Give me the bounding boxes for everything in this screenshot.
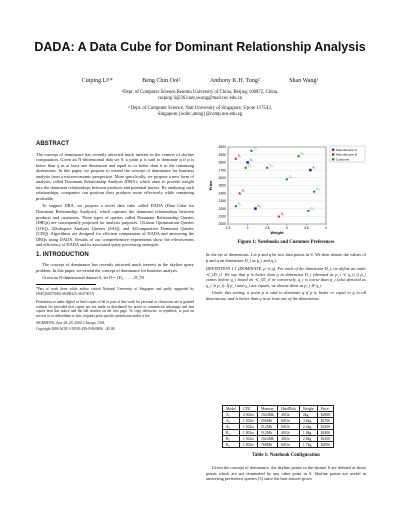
table-cell: 1.5Ghz (239, 424, 257, 430)
footnote: *Part of work done while author visited National University of Singapore and partly supported by NSFC(60473069, 60496325, 60273017) (36, 287, 194, 296)
x-tick-label: 2.5 (264, 226, 270, 230)
table-cell: 1.8Ghz (239, 442, 257, 448)
table-cell: $2400 (317, 430, 334, 436)
author: Anthony K.H. Tung² (209, 78, 260, 84)
table-cell: 40Gb (278, 430, 300, 436)
copyright: Copyright 2006 ACM 1-59593-256-9/06/0006 ...$5.00. (36, 327, 116, 332)
left-column (36, 142, 194, 334)
table-cell: A₂ (223, 418, 240, 424)
footnote-rule (36, 284, 96, 285)
data-point (254, 207, 257, 210)
point-label: C₅ (288, 174, 293, 179)
table-header: Memory (258, 406, 278, 412)
author-list (0, 78, 400, 84)
x-tick-label: 1.5 (225, 226, 231, 230)
y-tick-label: 2400 (218, 191, 226, 196)
point-label: B₂ (280, 211, 285, 216)
author: Cuiping Li¹* (81, 78, 113, 84)
data-point (286, 178, 288, 180)
point-label: A₁ (249, 157, 253, 162)
y-tick-label: 2100 (218, 214, 226, 219)
table-cell: $2200 (317, 424, 334, 430)
table-cell: $2800 (317, 412, 334, 418)
definition-note: Under this setting, a point p is said to dominate q if p is better or equal to q in all dimensions, and is better than q in at least one of the dimensions. (206, 290, 366, 301)
affiliation-email: cuiping li@263.net,swang@mail.ruc.edu.cn (157, 96, 243, 101)
venue: SIGMOD'06, June 26–29, 2006, Chicago, USA. (36, 320, 105, 325)
figure-caption: Figure 1: Notebooks and Customer Preferences (237, 240, 335, 245)
author: Beng Chin Ooi² (142, 78, 181, 84)
table-cell: 40Gb (278, 412, 300, 418)
point-label: C₄ (300, 151, 305, 156)
table-cell: 2kg (299, 412, 317, 418)
intro-paragraph: The concept of dominance has recently attracted much interest in the skyline query problem. In this paper, we extend the concept of dominance for business analysis. (36, 262, 194, 273)
x-tick-label: 2 (246, 226, 249, 230)
y-tick-label: 2200 (218, 206, 226, 211)
y-tick-label: 2600 (218, 176, 226, 180)
point-label: A₃ (257, 204, 261, 209)
table-cell: 1024Mb (258, 412, 278, 418)
y-tick-label: 2700 (218, 168, 226, 173)
table-header: CPU (239, 406, 257, 412)
table-cell: 2.0Ghz (239, 412, 257, 418)
data-point (250, 150, 252, 152)
table-header: HardDisk (278, 406, 300, 412)
abstract-paragraph: To support DRA, we propose a novel data cube called DADA (Data Cube for Dominant Relationship Analysis), which captures the dominant relationships between products and customers. Three types of queries called Dominant Relationship Queries (DRQs) are consequently proposed for analysis purposes: 1)Linear Optimization Queries (LOQ), 2)Subspace Analysis Queries (SAQ), and 3)Comparative Dominant Queries (CDQ). Algorithms are designed for efficient computation of DADA and answering the DRQs using DADA. Results of our comprehensive experiments show the effectiveness and efficiency of DADA and its associated query processing strategies. (36, 203, 194, 248)
section-heading: 1. INTRODUCTION (36, 251, 89, 258)
data-point (235, 205, 237, 207)
abstract-paragraph: The concept of dominance has recently attracted much interest in the context of skyline computation. Given an N-dimensional data set S, a point p is said to dominate q if p is better than q in at least one dimension and equal to or better than it in the remaining dimensions. In this paper, we propose to extend the concept of dominance for business analysis from a microeconomic perspective. More specifically, we propose a new form of analysis, called Dominant Relationship Analysis (DRA), which aims to provide insight into the dominant relationships between products and potential buyers. By analyzing such relationships, companies can position their products more effectively while remaining profitable. (36, 151, 194, 201)
table-row (223, 442, 334, 448)
table-cell: B₃ (223, 442, 240, 448)
bottom-paragraph (206, 465, 366, 484)
table-cell: B₁ (223, 430, 240, 436)
table-cell: A₁ (223, 412, 240, 418)
table-cell: B₂ (223, 436, 240, 442)
table-cell: $2100 (317, 436, 334, 442)
author: Shan Wang¹ (289, 78, 319, 84)
table-cell: 40Gb (278, 436, 300, 442)
table-cell: 512Mb (258, 430, 278, 436)
body-paragraph: be the set of dimensions. Let p and q be two data points in S. We then denote the values of p and q on dimension D_i as p_i and q_i. (206, 252, 366, 263)
point-label: C₇ (237, 201, 242, 206)
point-label: B₃ (237, 154, 242, 159)
right-column (206, 252, 366, 303)
table-cell: 1024Mb (258, 436, 278, 442)
legend-entry: Manufacturer A (336, 147, 357, 152)
table-cell: $2700 (317, 418, 334, 424)
table-cell: 60Gb (278, 424, 300, 430)
table-cell: 768Mb (258, 442, 278, 448)
table-cell: 60Gb (278, 418, 300, 424)
x-tick-label: 4 (325, 226, 327, 230)
table-cell: A₃ (223, 424, 240, 430)
table-header: Price (317, 406, 334, 412)
y-tick-label: 2900 (218, 152, 226, 157)
point-label: A₂ (312, 165, 316, 170)
table-cell: 2.8kg (299, 436, 317, 442)
data-point (307, 210, 309, 212)
y-tick-label: 2000 (218, 222, 226, 227)
y-tick-label: 2800 (218, 160, 226, 165)
table-cell: 1.8Ghz (239, 430, 257, 436)
data-point (244, 167, 246, 169)
paper-title: DADA: A Data Cube for Dominant Relationship Analysis (34, 40, 366, 54)
definition: DEFINITION 1.1 (DOMINATE, p ≺ q). For each of the dimension D_i, we define an order ≺_{D_i}. We say that p is better than q in dimension D_i (denoted as p_i ≺ q_i) if p_i comes before q_i based on ≺_{D_i} or conversely, q_i is worse than p_i (also denoted as q_i ≻ p_i). If p_i and q_i are equals, we denote them as p_i ≅ q_i. (206, 266, 366, 288)
data-point (309, 169, 312, 172)
table-cell: 1.8kg (299, 430, 317, 436)
table-cell: 1.5Ghz (239, 418, 257, 424)
y-tick-label: 2300 (218, 199, 226, 204)
y-tick-label: 3000 (218, 145, 226, 150)
table-header: Model (223, 406, 240, 412)
table-cell: 256Mb (258, 418, 278, 424)
y-tick-label: 2500 (218, 183, 226, 188)
table-header: Weight (299, 406, 317, 412)
data-point (313, 190, 315, 192)
affiliation-email: Singapore,{ooibc,atung}@comp.nus.edu.sg (157, 112, 243, 117)
legend-marker (332, 153, 334, 155)
affiliation: ² Dept. of Computer Science, Natl University of Singapore, S'pore 117543, (128, 106, 272, 111)
x-axis-label: Weight (270, 230, 284, 235)
body-paragraph: Given the concept of dominance, the skyline points in the dataset S are defined as those points which are not dominated by any other point in S. Skyline points are useful in answering preference queries [5] since the best answer given (206, 465, 366, 482)
table-cell: 60Gb (278, 442, 300, 448)
data-point (297, 155, 299, 157)
table-cell: 512Mb (258, 424, 278, 430)
affiliation: ¹Dept. of Computer Science,Renmin University of China, Beijing 100872, China, (121, 90, 279, 95)
data-point (266, 167, 268, 169)
legend-marker (332, 158, 334, 160)
permission-notice: Permission to make digital or hard copies of all or part of this work for personal or classroom use is granted without fee provided that copies are not made or distributed for profit or commercial advantage and that copies bear this notice and the full citation on the first page. To copy otherwise, to republish, to post on servers or to redistribute to lists, requires prior specific permission and/or a fee. (36, 300, 194, 318)
table-cell: 3.6kg (299, 418, 317, 424)
table-cell: 1.5Ghz (239, 436, 257, 442)
notebook-table (222, 405, 334, 448)
x-tick-label: 3 (285, 226, 288, 230)
legend-entry: Manufacturer B (336, 152, 358, 157)
point-label: C₂ (247, 163, 252, 168)
point-label: C₆ (316, 187, 320, 192)
table-cell: 1.7kg (299, 442, 317, 448)
intro-paragraph: Given an N-dimensional dataset S, let D = {D₁, . . . , D_N} (42, 275, 145, 281)
table-cell: $2850 (317, 442, 334, 448)
y-axis-label: Price (208, 180, 213, 191)
x-tick-label: 3.5 (304, 226, 309, 230)
point-label: C₃ (269, 163, 273, 168)
table-cell: 2.2kg (299, 424, 317, 430)
point-label: B₁ (241, 188, 245, 193)
point-label: C₁ (253, 146, 257, 151)
legend-entry: Customer (336, 157, 350, 162)
legend-marker (332, 149, 334, 151)
table-caption: Table 1: Notebook Configuration (252, 453, 320, 458)
point-label: C₈ (310, 206, 314, 211)
scatter-chart (206, 142, 366, 237)
abstract-heading: ABSTRACT (36, 141, 69, 147)
